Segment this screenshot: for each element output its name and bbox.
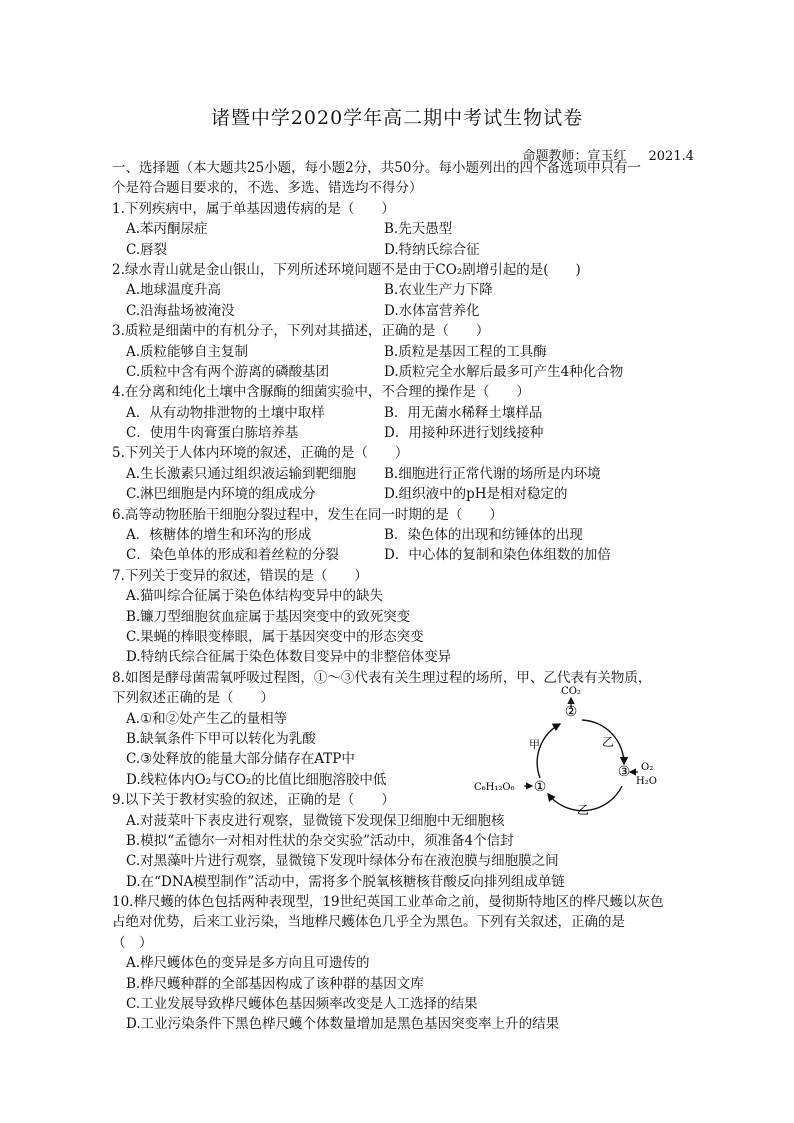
option-c: C.沿海盐场被淹没 bbox=[126, 302, 235, 319]
question-5-options-row-2 bbox=[112, 484, 692, 504]
question-1-options-row-2 bbox=[112, 240, 692, 260]
question-4-stem: 4.在分离和纯化土壤中含脲酶的细菌实验中，不合理的操作是（ ） bbox=[112, 384, 530, 401]
section-instruction-2: 个是符合题目要求的，不选、多选、错选均不得分） bbox=[112, 180, 423, 197]
option-d: D．中心体的复制和染色体组数的加倍 bbox=[384, 547, 611, 564]
option-b: B.模拟“孟德尔一对相对性状的杂交实验”活动中，须准备4个信封 bbox=[126, 832, 514, 849]
co2-label: CO₂ bbox=[561, 686, 581, 698]
option-b: B.细胞进行正常代谢的场所是内环境 bbox=[384, 465, 601, 482]
o2-label: O₂ bbox=[641, 762, 654, 774]
question-2-options-row-2 bbox=[112, 301, 692, 321]
question-5-stem: 5.下列关于人体内环境的叙述，正确的是（ ） bbox=[112, 445, 409, 462]
option-b: B．染色体的出现和纺锤体的出现 bbox=[384, 527, 583, 544]
option-c: C．使用牛肉膏蛋白胨培养基 bbox=[126, 425, 299, 442]
option-b: B．用无菌水稀释土壤样品 bbox=[384, 404, 543, 421]
option-b: B.缺氧条件下甲可以转化为乳酸 bbox=[126, 730, 316, 747]
question-5-options-row-1 bbox=[112, 464, 692, 484]
teacher-name: 命题教师：宣玉红 bbox=[522, 149, 627, 164]
arrow-site1-to-site2 bbox=[537, 724, 560, 778]
question-3-options-row-1 bbox=[112, 342, 692, 362]
section-instruction-1: 一、选择题（本大题共25小题，每小题2分，共50分。每小题列出的四个备选项中只有一 bbox=[112, 160, 641, 176]
option-d: D．用接种环进行划线接种 bbox=[384, 425, 544, 442]
option-d: D.在“DNA模型制作”活动中，需将多个脱氧核糖核苷酸反向排列组成单链 bbox=[126, 873, 565, 890]
question-2-options-row-1 bbox=[112, 280, 692, 300]
option-c: C.唇裂 bbox=[126, 241, 168, 258]
option-b: B.质粒是基因工程的工具酶 bbox=[384, 343, 547, 360]
respiration-diagram bbox=[474, 686, 664, 816]
option-d: D.工业污染条件下黑色桦尺蠖个体数量增加是黑色基因突变率上升的结果 bbox=[126, 1016, 560, 1033]
option-c: C.③处释放的能量大部分储存在ATP中 bbox=[126, 751, 355, 768]
question-8-stem-2: 下列叙述正确的是（ ） bbox=[112, 690, 274, 707]
question-6-stem: 6.高等动物胚胎干细胞分裂过程中，发生在同一时期的是（ ） bbox=[112, 506, 503, 523]
question-4-options-row-2 bbox=[112, 423, 692, 443]
option-d: D.特纳氏综合征 bbox=[384, 241, 480, 258]
question-list bbox=[112, 158, 692, 1035]
option-b: B.先天愚型 bbox=[384, 221, 453, 238]
exam-date: 2021.4 bbox=[648, 149, 694, 164]
option-a: A.质粒能够自主复制 bbox=[126, 343, 249, 360]
option-d: D.组织液中的pH是相对稳定的 bbox=[384, 486, 568, 503]
option-a: A.生长激素只通过组织液运输到靶细胞 bbox=[126, 465, 357, 482]
site-1-label: ① bbox=[533, 779, 547, 796]
question-10-stem-2: 占绝对优势，后来工业污染，当地桦尺蠖体色几乎全为黑色。下列有关叙述，正确的是 bbox=[112, 914, 625, 931]
option-a: A．核糖体的增生和环沟的形成 bbox=[126, 527, 312, 544]
option-a: A．从有动物排泄物的土壤中取样 bbox=[126, 404, 325, 421]
glucose-label: C₆H₁₂O₆ bbox=[474, 782, 515, 794]
question-6-options-row-2 bbox=[112, 545, 692, 565]
h2o-label: H₂O bbox=[636, 776, 657, 788]
option-a: A.①和②处产生乙的量相等 bbox=[126, 710, 288, 727]
question-3-stem: 3.质粒是细菌中的有机分子，下列对其描述，正确的是（ ） bbox=[112, 323, 490, 340]
option-b: B.镰刀型细胞贫血症属于基因突变中的致死突变 bbox=[126, 608, 411, 625]
question-8-stem: 8.如图是酵母菌需氧呼吸过程图，①～③代表有关生理过程的场所，甲、乙代表有关物质， bbox=[112, 669, 652, 686]
option-d: D.线粒体内O₂与CO₂的比值比细胞溶胶中低 bbox=[126, 771, 387, 788]
option-c: C.果蝇的棒眼变棒眼，属于基因突变中的形态突变 bbox=[126, 628, 424, 645]
option-a: A.桦尺蠖体色的变异是多方向且可遗传的 bbox=[126, 955, 370, 972]
option-c: C.质粒中含有两个游离的磷酸基团 bbox=[126, 363, 330, 380]
question-1-stem: 1.下列疾病中，属于单基因遗传病的是（ ） bbox=[112, 200, 395, 217]
option-d: D.质粒完全水解后最多可产生4种化合物 bbox=[384, 363, 624, 380]
option-c: C.对黑藻叶片进行观察，显微镜下发现叶绿体分布在液泡膜与细胞膜之间 bbox=[126, 853, 559, 870]
option-c: C．染色单体的形成和着丝粒的分裂 bbox=[126, 547, 339, 564]
question-4-options-row-1 bbox=[112, 403, 692, 423]
option-a: A.猫叫综合征属于染色体结构变异中的缺失 bbox=[126, 588, 384, 605]
option-c: C.工业发展导致桦尺蠖体色基因频率改变是人工选择的结果 bbox=[126, 996, 478, 1013]
option-d: D.水体富营养化 bbox=[384, 302, 480, 319]
option-d: D.特纳氏综合征属于染色体数目变异中的非整倍体变异 bbox=[126, 649, 452, 666]
question-10-stem: 10.桦尺蠖的体色包括两种表现型，19世纪英国工业革命之前，曼彻斯特地区的桦尺蠖以灰色 bbox=[112, 894, 664, 911]
question-7-stem: 7.下列关于变异的叙述，错误的是（ ） bbox=[112, 567, 368, 584]
option-b: B.桦尺蠖种群的全部基因构成了该种群的基因文库 bbox=[126, 975, 424, 992]
option-a: A.苯丙酮尿症 bbox=[126, 221, 208, 238]
site-3-label: ③ bbox=[617, 764, 631, 781]
question-9-stem: 9.以下关于教材实验的叙述，正确的是（ ） bbox=[112, 792, 395, 809]
option-a: A.地球温度升高 bbox=[126, 282, 222, 299]
option-a: A.对菠菜叶下表皮进行观察，显微镜下发现保卫细胞中无细胞核 bbox=[126, 812, 505, 829]
page-title: 诸暨中学2020学年高二期中考试生物试卷 bbox=[210, 107, 584, 129]
yi-top-label: 乙 bbox=[602, 735, 615, 750]
question-6-options-row-1 bbox=[112, 525, 692, 545]
question-3-options-row-2 bbox=[112, 362, 692, 382]
question-10-stem-3: （ ） bbox=[112, 934, 153, 951]
site-2-label: ② bbox=[564, 704, 578, 721]
yi-bottom-label: 乙 bbox=[577, 803, 590, 817]
option-b: B.农业生产力下降 bbox=[384, 282, 493, 299]
question-2-stem: 2.绿水青山就是金山银山，下列所述环境问题不是由于CO₂剧增引起的是( ) bbox=[112, 261, 581, 278]
question-1-options-row-1 bbox=[112, 219, 692, 239]
jia-label: 甲 bbox=[529, 738, 540, 752]
option-c: C.淋巴细胞是内环境的组成成分 bbox=[126, 486, 316, 503]
